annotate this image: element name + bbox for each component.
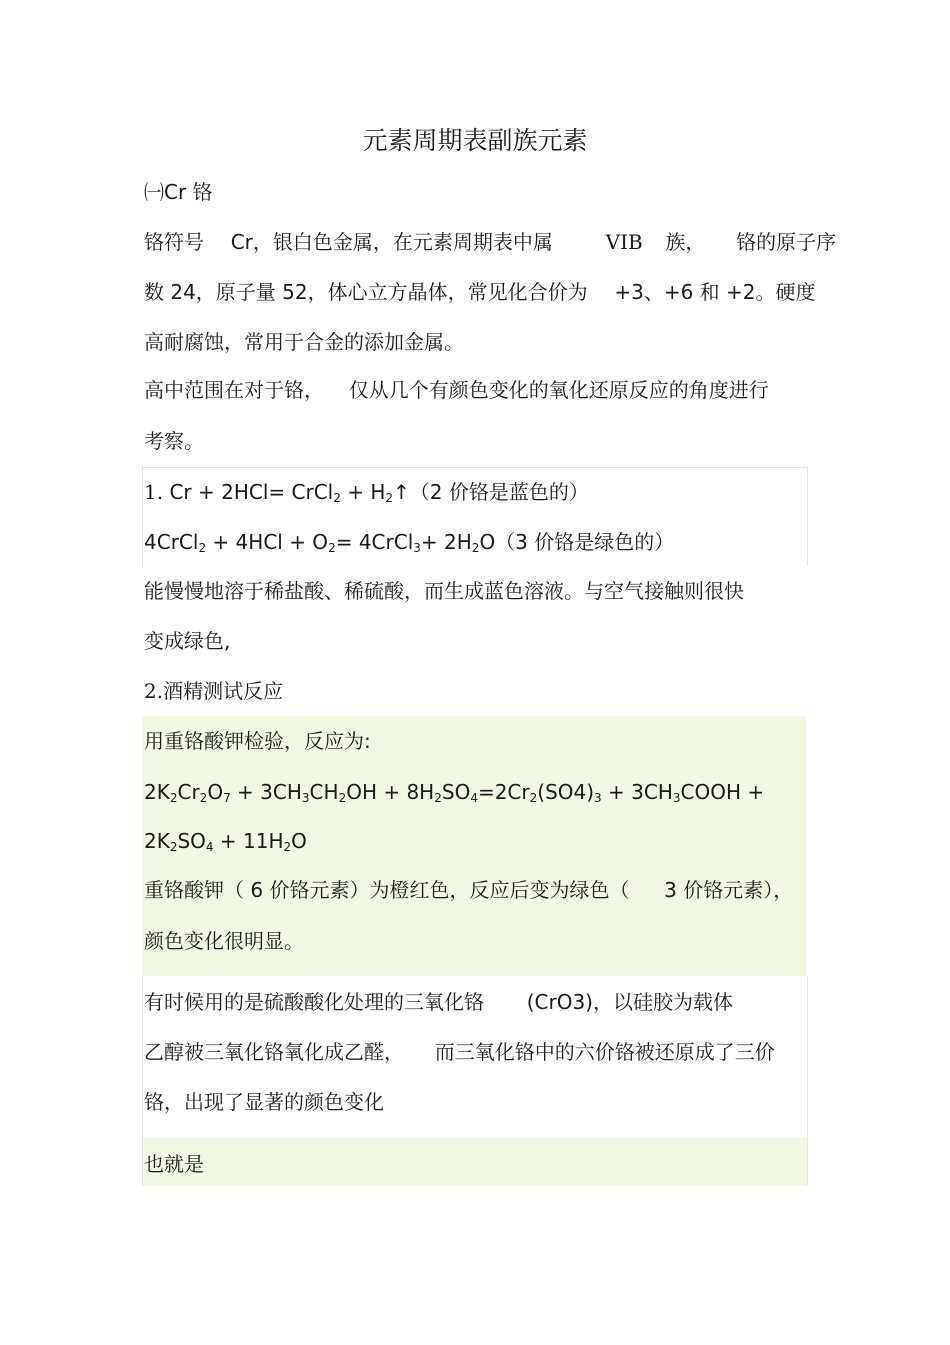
intro-text: VIB — [605, 230, 643, 254]
intro-text: 高中范围在对于铬， — [144, 378, 324, 402]
intro-text: +3、+6 和 +2。硬度 — [614, 280, 816, 304]
dissolve-line-2: 变成绿色, — [144, 629, 231, 653]
final-line-1: 也就是 — [144, 1152, 204, 1176]
test-equation-1: $2K_2Cr_2O_7 + 3CH_3CH_2OH + 8H_2SO_4=2Cr_2(SO4)_3$ + $3CH_3COOH$ + — [144, 780, 765, 805]
intro-line-4 — [144, 376, 769, 404]
section-heading-cr: ㈠Cr 铬 — [144, 180, 213, 204]
intro-line-1 — [144, 228, 836, 256]
reaction-number: 1. — [144, 480, 164, 504]
test-line-4: 重铬酸钾（ 6 价铬元素）为橙红色，反应后变为绿色（ 3 价铬元素）， — [144, 878, 794, 902]
intro-text: 仅从几个有颜色变化的氧化还原反应的角度进行 — [348, 378, 769, 402]
test-equation-2: $2K_2SO_4 + 11H_2O$ — [144, 829, 307, 854]
intro-line-2 — [144, 278, 816, 306]
cro3-line-1: 有时候用的是硫酸酸化处理的三氧化铬 (CrO3)，以硅胶为载体 — [144, 990, 733, 1014]
test-line-1: 用重铬酸钾检验，反应为: — [144, 729, 371, 753]
cro3-line-2: 乙醇被三氧化铬氧化成乙醛， 而三氧化铬中的六价铬被还原成了三价 — [144, 1040, 775, 1064]
intro-text: 数 24，原子量 52，体心立方晶体，常见化合价为 — [144, 280, 588, 304]
reaction-2: 4CrCl$_2$ + $4HCl + O_2=$ 4CrCl$_3$+ $2H_2O(3$ 价铬是绿色的） — [144, 530, 675, 555]
reaction-1: 1. Cr + 2HCl= CrCl$_2$ + $H_2↑(2$ 价铬是蓝色的） — [144, 480, 589, 505]
page-title: 元素周期表副族元素 — [362, 126, 588, 155]
intro-line-5: 考察。 — [144, 429, 204, 453]
test-line-5: 颜色变化很明显。 — [144, 929, 304, 953]
intro-text: 铬符号 — [144, 230, 204, 254]
intro-line-3: 高耐腐蚀，常用于合金的添加金属。 — [144, 330, 464, 354]
final-box — [142, 1138, 808, 1186]
cro3-line-3: 铬，出现了显著的颜色变化 — [144, 1090, 384, 1114]
intro-text: Cr，银白色金属，在元素周期表中属 — [230, 230, 553, 254]
section-heading-alcohol: 2.酒精测试反应 — [144, 679, 284, 703]
intro-text: 族， — [665, 230, 706, 254]
intro-text: 铬的原子序 — [736, 230, 837, 254]
dissolve-line-1: 能慢慢地溶于稀盐酸、稀硫酸，而生成蓝色溶液。与空气接触则很快 — [144, 579, 744, 603]
section-number: 2. — [144, 679, 164, 703]
